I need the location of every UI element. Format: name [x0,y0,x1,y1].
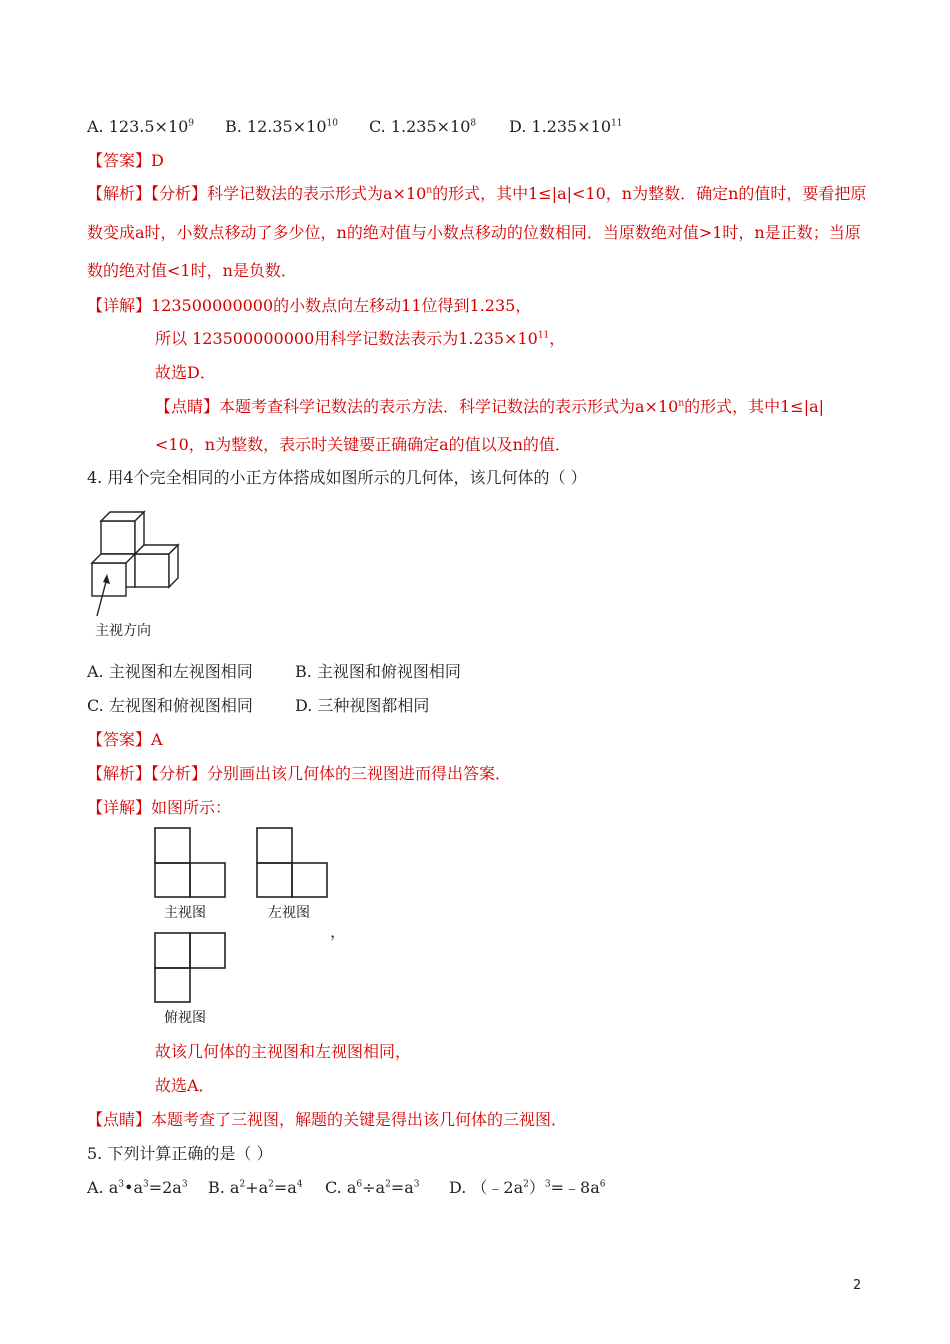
left-view-figure [256,827,330,923]
q4-detail: 【详解】如图所示： [87,798,232,817]
front-view-label: 主视图 [164,905,206,921]
q3-detail-line1: 【详解】123500000000的小数点向左移动11位得到1.235， [87,296,532,315]
q3-analysis-line2: 数变成a时，小数点移动了多少位，n的绝对值与小数点移动的位数相同．当原数绝对值>1时，n是正数；当原 [87,223,861,242]
q3-detail-line3: 故选D． [155,363,216,382]
figure-comma: ， [330,922,347,941]
q5-stem: 5. 下列计算正确的是（ ） [87,1144,273,1163]
q5-option-b: B. $a^2+a^2=a^4$ [208,1178,303,1197]
q3-option-a: A. $123.5\times 10^9$ [87,117,195,136]
q5-option-d: D. $(﹣2a^2)^3=﹣8a^6$ [449,1178,606,1197]
q3-comment-line1: 【点睛】本题考查科学记数法的表示方法．科学记数法的表示形式为$a\times 10^n$的形式，其中1≤|a| [155,397,825,416]
q5-options [87,1178,606,1198]
q3-options [87,117,622,137]
q5-option-c: C. $a^6\div a^2=a^3$ [325,1178,420,1197]
view-direction-label: 主视方向 [95,623,151,639]
q4-option-c: C. 左视图和俯视图相同 [87,696,253,715]
top-view-label: 俯视图 [164,1010,206,1026]
q4-conclusion: 故该几何体的主视图和左视图相同， [155,1042,412,1061]
q3-detail-line2: 所以 123500000000用科学记数法表示为$1.235\times 10^{11}$， [155,329,566,348]
q4-option-b: B. 主视图和俯视图相同 [295,662,461,681]
q4-option-d: D. 三种视图都相同 [295,696,430,715]
q3-option-d: D. $1.235\times 10^{11}$ [509,117,623,136]
q4-option-a: A. 主视图和左视图相同 [87,662,253,681]
q4-options-row2 [87,696,429,716]
q3-analysis-line3: 数的绝对值<1时，n是负数． [87,261,297,280]
q4-stem: 4. 用4个完全相同的小正方体搭成如图所示的几何体，该几何体的（ ） [87,468,587,487]
top-view-figure [154,932,228,1028]
q5-option-a: A. $a^3•a^3=2a^3$ [87,1178,188,1197]
q3-comment-line2: <10，n为整数，表示时关键要正确确定a的值以及n的值． [155,435,571,454]
q3-option-c: C. $1.235\times 10^8$ [369,117,477,136]
page-number: 2 [853,1278,862,1293]
q3-option-b: B. $12.35\times 10^{10}$ [225,117,338,136]
front-view-diagram [154,827,228,899]
q4-analysis: 【解析】【分析】分别画出该几何体的三视图进而得出答案． [87,764,512,783]
q4-comment: 【点睛】本题考查了三视图，解题的关键是得出该几何体的三视图． [87,1110,568,1129]
q3-answer: 【答案】D [87,151,164,170]
q3-analysis-line1: 【解析】【分析】科学记数法的表示形式为$a\times 10^n$的形式，其中1≤|a|<10，n为整数．确定n的值时，要看把原 [87,184,867,203]
top-view-diagram [154,932,228,1004]
q4-choice: 故选A． [155,1076,215,1095]
q4-answer: 【答案】A [87,730,163,749]
left-view-label: 左视图 [268,905,310,921]
left-view-diagram [256,827,330,899]
q4-options-row1 [87,662,461,682]
front-view-figure [154,827,228,923]
q4-cube-figure [86,508,186,643]
